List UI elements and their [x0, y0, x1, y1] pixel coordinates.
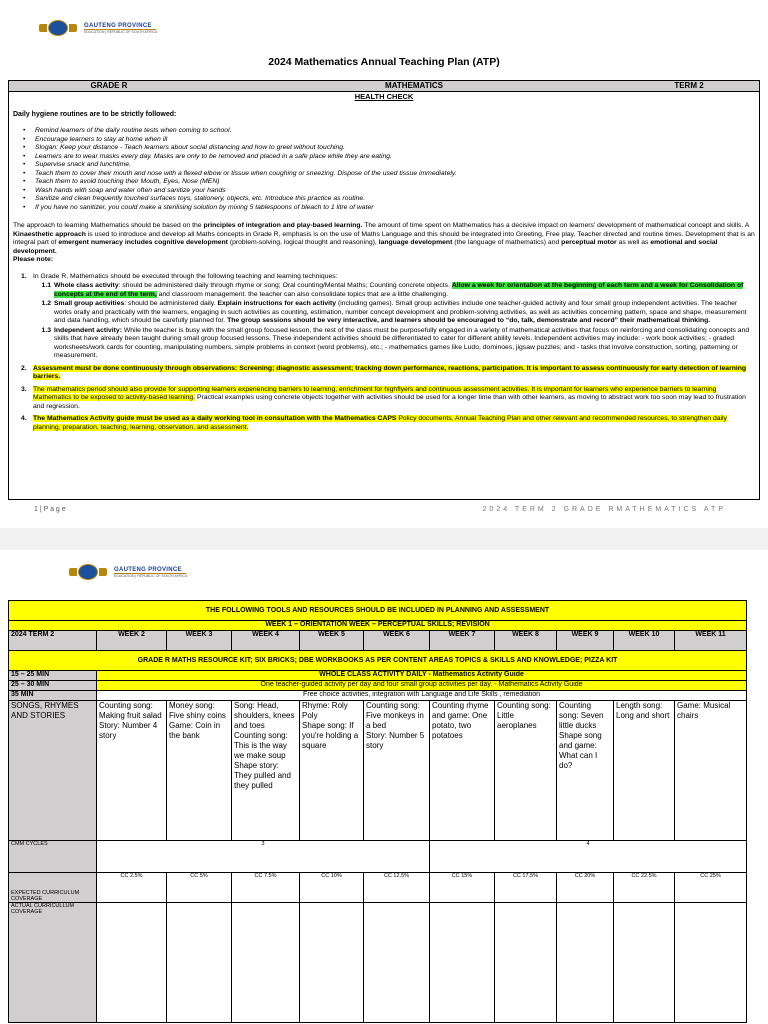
- please-note: Please note:: [13, 256, 54, 263]
- actual-cc[interactable]: [675, 903, 747, 1023]
- expected-cc: CC 10%: [300, 873, 364, 903]
- hygiene-title: Daily hygiene routines are to be strictly followed:: [13, 111, 177, 118]
- week-header: WEEK 8: [495, 631, 557, 651]
- health-check-heading: HEALTH CHECK: [354, 92, 414, 101]
- hygiene-item: • Slogan: Keep your distance - Teach learners about social distancing and how to greet without touching.: [35, 144, 755, 153]
- song-cell: Game: Musical chairs: [675, 701, 747, 841]
- hygiene-item: • Encourage learners to stay at home when ill: [35, 136, 755, 145]
- time-text: WHOLE CLASS ACTIVITY DAILY - Mathematics Activity Guide: [97, 671, 747, 681]
- expected-cc: CC 5%: [167, 873, 232, 903]
- expected-cc: CC 2.5%: [97, 873, 167, 903]
- page-number: 1 | P a g e: [34, 506, 66, 513]
- week-header: WEEK 5: [300, 631, 364, 651]
- point-1-3: 1.3 Independent activity: While the teacher is busy with the small group focused lesson, the rest of the class must be purposefully engaged in a variety of mathematical activities that focus on reinforcing and consolidating concepts and skills that have already been taught during small group focused lessons. These independent activities should be differentiated to cater for different ability levels. Independent activities may include: - work book activities; - graded worksheets/work cards for counting, manipulating numbers, simple problems in context (word problems), etc.; - mathematics games like Ludo, dominoes, jigsaw puzzles; and - tasks that involve construction, sorting, patterning or measurement.: [41, 326, 750, 359]
- hygiene-item: • Supervise snack and lunchtime.: [35, 161, 755, 170]
- point-1: 1. In Grade R, Mathematics should be executed through the following teaching and learning techniques: 1.1 Whole class activity: should be administered daily through rhyme or song; Oral counting/Mental Maths; Counting concrete objects. Allow a week for orientation at the beginning of each term and a week for Consolidation of concepts at the end of the term, and classroom management. the teacher can also consolidate topics that are a little challenging. 1.2 Small group activities: should be administered daily. Explain instructions for each activity (including games). Small group activities include one teacher-guided activity and four small group independent activities. The teacher works orally and practically with the learners, engaging in such activities as counting, estimation, number concept development and problem-solving activities, as well as activities concerning pattern, space and shape, measurement and data handling, which should be carefully planned for. The group sessions should be very interactive, and learners should be encouraged to “do, talk, demonstrate and record” their mathematical thinking. 1.3 Independent activity: While the teacher is busy with the small group focused lesson, the rest of the class must be purposefully engaged in a variety of mathematical activities that focus on reinforcing and consolidating concepts and skills that have already been taught during small group focused lessons. These independent activities should be differentiated to cater for different ability levels. Independent activities may include: - work book activities; - graded worksheets/work cards for counting, manipulating numbers, simple problems in context (word problems), etc.; - mathematics games like Ludo, dominoes, jigsaw puzzles; and - tasks that involve construction, sorting, patterning or measurement.: [33, 273, 755, 361]
- expected-cc: CC 20%: [557, 873, 614, 903]
- hygiene-item: • If you have no sanitizer, you could make a sterilising solution by mixing 5 tablespoons of bleach to 1 litre of water: [35, 204, 755, 213]
- week-header: WEEK 6: [364, 631, 430, 651]
- song-cell: Counting song: Making fruit salad Story: Number 4 story: [97, 701, 167, 841]
- health-check-frame: [8, 80, 760, 500]
- week-header: WEEK 10: [614, 631, 675, 651]
- page-2: [0, 550, 768, 1024]
- logo-name: GAUTENG PROVINCE: [84, 22, 152, 29]
- point-3: 3. The mathematics period should also provide for supporting learners experiencing barriers to learning, enrichment for highflyers and continuous assessment activities. It is important for learners who experience barriers to learning Mathematics to be exposed to activity-based learning. Practical examples using concrete objects together with activities should be used for a longer time than with other learners, as moving to abstract work too soon may lead to frustration and regression.: [21, 385, 746, 410]
- coat-of-arms-icon: [48, 20, 68, 36]
- hygiene-item: • Teach them to avoid touching their Mouth, Eyes, Nose (MEN): [35, 178, 755, 187]
- song-cell: Counting song: Little aeroplanes: [495, 701, 557, 841]
- expected-cc: CC 12.5%: [364, 873, 430, 903]
- atp-table: [8, 600, 747, 1023]
- time-label: 25 – 30 MIN: [9, 681, 97, 691]
- document-title: 2024 Mathematics Annual Teaching Plan (ATP): [268, 56, 500, 68]
- hygiene-item: • Remind learners of the daily routine tests when coming to school.: [35, 127, 755, 136]
- song-cell: Song: Head, shoulders, knees and toes Counting song: This is the way we make soup Shape story: They pulled and they pulled: [232, 701, 300, 841]
- time-text: Free choice activities, integration with Language and Life Skills , remediation: [97, 691, 747, 701]
- logo-sub: EDUCATION | REPUBLIC OF SOUTH AFRICA: [84, 29, 158, 34]
- actual-cc[interactable]: [300, 903, 364, 1023]
- hygiene-item: • Wash hands with soap and water often and sanitize your hands: [35, 187, 755, 196]
- gauteng-logo: [78, 564, 187, 580]
- point-4: 4. The Mathematics Activity guide must be used as a daily working tool in consultation with the Mathematics CAPS Policy documents, Annual Teaching Plan and other relevant and recommended resources, to strengthen daily planning, preparation, teaching, learning, observation, and assessment.: [21, 415, 727, 431]
- expected-cc: CC 22.5%: [614, 873, 675, 903]
- page-footer-title: 2024 TERM 2 GRADE RMATHEMATICS ATP: [482, 506, 726, 513]
- expected-cc: CC 25%: [675, 873, 747, 903]
- song-cell: Counting song: Seven little ducks Shape song and game: What can I do?: [557, 701, 614, 841]
- actual-cc[interactable]: [614, 903, 675, 1023]
- resource-kit-row: GRADE R MATHS RESOURCE KIT; SIX BRICKS; DBE WORKBOOKS AS PER CONTENT AREAS TOPICS & SKILLS AND KNOWLEDGE; PIZZA KIT: [9, 651, 747, 671]
- hygiene-item: • Sanitize and clean frequently touched surfaces toys, stationery, objects, etc. Introduce this practice as routine.: [35, 195, 755, 204]
- week1-row: WEEK 1 – ORIENTATION WEEK – PERCEPTUAL SKILLS; REVISION: [9, 621, 747, 631]
- cmm-cycle-4: 4: [430, 841, 747, 873]
- grade-header-row: [9, 81, 759, 92]
- gauteng-logo: [48, 20, 157, 36]
- actual-cc[interactable]: [557, 903, 614, 1023]
- time-label: 35 MIN: [9, 691, 97, 701]
- cmm-label: CMM CYCLES: [9, 841, 97, 873]
- approach-paragraph: The approach to learning Mathematics should be based on the principles of integration and play-based learning. The amount of time spent on Mathematics has a decisive impact on learners' development of mathematical concept and skills. A Kinaesthetic approach is used to introduce and develop all Maths concepts in Grade R, emphasis is on the use of Maths Language and this should be integrated into Greeting, Free play, Teacher directed and routine times. Development that is an integral part of emergent numeracy includes cognitive development (problem-solving, logical thought and reasoning), language development (the language of mathematics) and perceptual motor as well as emotional and social development. Please note:: [13, 222, 755, 263]
- actual-cc[interactable]: [364, 903, 430, 1023]
- coat-of-arms-icon: [78, 564, 98, 580]
- week-header: WEEK 3: [167, 631, 232, 651]
- time-label: 15 – 25 MIN: [9, 671, 97, 681]
- actual-cc[interactable]: [97, 903, 167, 1023]
- week-header: WEEK 7: [430, 631, 495, 651]
- time-text: One teacher-guided activity per day and four small group activities per day. - Mathematics Activity Guide: [97, 681, 747, 691]
- point-1-2: 1.2 Small group activities: should be administered daily. Explain instructions for each activity (including games). Small group activities include one teacher-guided activity and four small group independent activities. The teacher works orally and practically with the learners, engaging in such activities as counting, estimation, number concept development and problem-solving activities, as well as activities concerning pattern, space and shape, measurement and data handling, which should be carefully planned for. The group sessions should be very interactive, and learners should be encouraged to “do, talk, demonstrate and record” their mathematical thinking.: [41, 300, 747, 324]
- song-cell: Counting song: Five monkeys in a bed Story: Number 5 story: [364, 701, 430, 841]
- hygiene-item: • Learners are to wear masks every day. Masks are only to be removed and placed in a safe place while they are eating.: [35, 153, 755, 162]
- song-cell: Rhyme: Roly Poly Shape song: If you're holding a square: [300, 701, 364, 841]
- expected-cc: CC 15%: [430, 873, 495, 903]
- songs-label: SONGS, RHYMES AND STORIES: [9, 701, 97, 841]
- week-header: WEEK 9: [557, 631, 614, 651]
- expected-cc: CC 7.5%: [232, 873, 300, 903]
- year-term-cell: 2024 TERM 2: [9, 631, 97, 651]
- expected-label: EXPECTED CURRICULUM COVERAGE: [9, 873, 97, 903]
- subject-cell: MATHEMATICS: [385, 81, 443, 90]
- hygiene-item: • Teach them to cover their mouth and nose with a flexed elbow or tissue when coughing or sneezing. Dispose of the used tissue immediately.: [35, 170, 755, 179]
- grade-cell: GRADE R: [90, 81, 128, 90]
- week-header: WEEK 11: [675, 631, 747, 651]
- actual-label: ACTUAL CURRICULLUM COVERAGE: [9, 903, 97, 1023]
- term-cell: TERM 2: [674, 81, 704, 90]
- cmm-cycle-3: 3: [97, 841, 430, 873]
- actual-cc[interactable]: [430, 903, 495, 1023]
- song-cell: Length song: Long and short: [614, 701, 675, 841]
- hygiene-list: [13, 127, 755, 212]
- point-1-1: 1.1 Whole class activity: should be administered daily through rhyme or song; Oral counting/Mental Maths; Counting concrete objects. Allow a week for orientation at the beginning of each term and a week for Consolidation of concepts at the end of the term, and classroom management. the teacher can also consolidate topics that are a little challenging.: [41, 282, 744, 298]
- tools-resources-row: THE FOLLOWING TOOLS AND RESOURCES SHOULD BE INCLUDED IN PLANNING AND ASSESSMENT: [9, 601, 747, 621]
- actual-cc[interactable]: [167, 903, 232, 1023]
- expected-cc: CC 17.5%: [495, 873, 557, 903]
- point-2: 2. Assessment must be done continuously through observations: Screening; diagnostic assessment; tracking down performance, reactions, participation. It is important to assess continuously for early detection of learning barriers.: [21, 364, 747, 380]
- logo-sub: EDUCATION | REPUBLIC OF SOUTH AFRICA: [114, 573, 188, 578]
- actual-cc[interactable]: [232, 903, 300, 1023]
- week-header: WEEK 2: [97, 631, 167, 651]
- logo-name: GAUTENG PROVINCE: [114, 566, 182, 573]
- actual-cc[interactable]: [495, 903, 557, 1023]
- week-header: WEEK 4: [232, 631, 300, 651]
- points-list: [13, 273, 755, 433]
- song-cell: Counting rhyme and game: One potato, two potatoes: [430, 701, 495, 841]
- song-cell: Money song: Five shiny coins Game: Coin in the bank: [167, 701, 232, 841]
